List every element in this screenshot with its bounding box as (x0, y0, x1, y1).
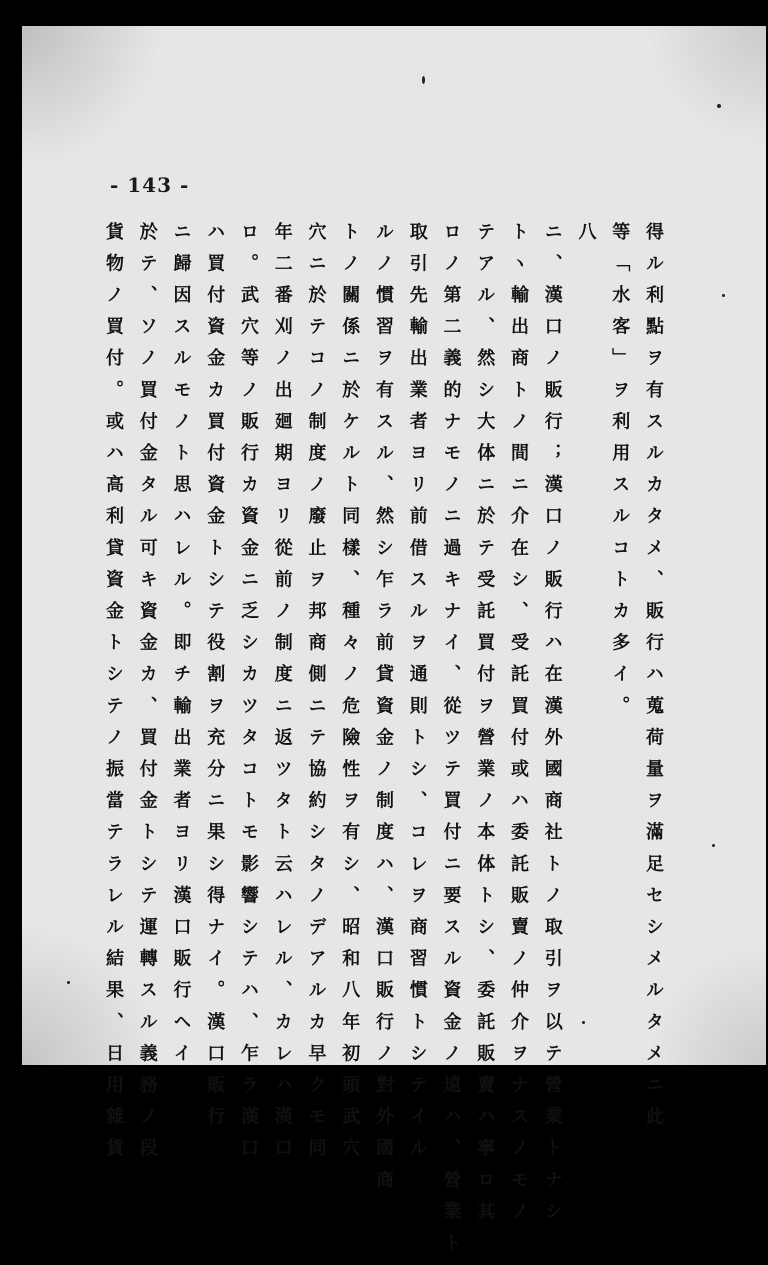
text-column: 年二番刈ノ出廻期ヨリ從前ノ制度ニ返ツタト云ハレル、カレハ漢口 (271, 222, 293, 1170)
document-page (22, 26, 766, 1265)
text-column: ニ歸因スルモノト思ハレル。即チ輸出業者ヨリ漢口販行ヘイ (170, 222, 192, 1076)
scan-speck (582, 1021, 585, 1024)
text-column: ロノ第二義的ナモノニ過キナイ、從ツテ買付ニ要スル資金ノ遠ハ、營業ト (440, 222, 462, 1265)
scan-speck (717, 104, 721, 108)
text-column: 貨物ノ買付。或ハ高利貸資金トシテノ振當テラレル結果、日用雜貨 (103, 222, 124, 1170)
scan-speck (422, 76, 425, 84)
vertical-text-body (102, 222, 664, 1265)
text-column: テアル、然シ大体ニ於テ受託買付ヲ營業ノ本体トシ、委託販賣ハ寧ロ其 (474, 222, 496, 1234)
scan-speck (722, 294, 725, 297)
text-column: ニ、漢口ノ販行；漢口ノ販行ハ在漢外國商社トノ取引ヲ以テ營業トナシ (541, 222, 563, 1234)
text-column: ルノ慣習ヲ有スル、然シ乍ラ前貸資金ノ制度ハ、漢口販行ノ對外國商 (373, 222, 394, 1202)
scan-speck (712, 844, 715, 847)
text-column: 於テ、ソノ買付金タル可キ資金カ、買付金トシテ運轉スル義務ノ段 (136, 222, 158, 1170)
page-number: - 143 - (110, 173, 190, 197)
text-column: 得ル利點ヲ有スルカタメ、販行ハ蒐荷量ヲ滿足セシメルタメニ此 (643, 222, 664, 1139)
scan-speck (67, 981, 70, 984)
text-column: 八 (575, 222, 597, 254)
text-column: 取引先輸出業者ヨリ前借スルヲ通則トシ、コレヲ商習慣トシテイル (406, 222, 428, 1170)
text-column: 穴ニ於テコノ制度ノ廢止ヲ邦商側ニテ協約シタノデアルカ早クモ同 (305, 222, 327, 1170)
text-column: ハ買付資金カ買付資金トシテ役割ヲ充分ニ果シ得ナイ。漢口販行 (204, 222, 226, 1139)
text-column: トヽ輸出商トノ間ニ介在シ、受託買付或ハ委託販賣ノ仲介ヲナスノモノ (508, 222, 529, 1234)
text-column: トノ關係ニ於ケルト同樣、種々ノ危險性ヲ有シ、昭和八年初頭武穴 (339, 222, 361, 1170)
text-column: ロ。武穴等ノ販行カ資金ニ乏シカツタコトモ影響シテハ、乍ラ漢口 (238, 222, 259, 1170)
text-column: 等「水客」ヲ利用スルコトカ多イ。 (609, 222, 631, 728)
